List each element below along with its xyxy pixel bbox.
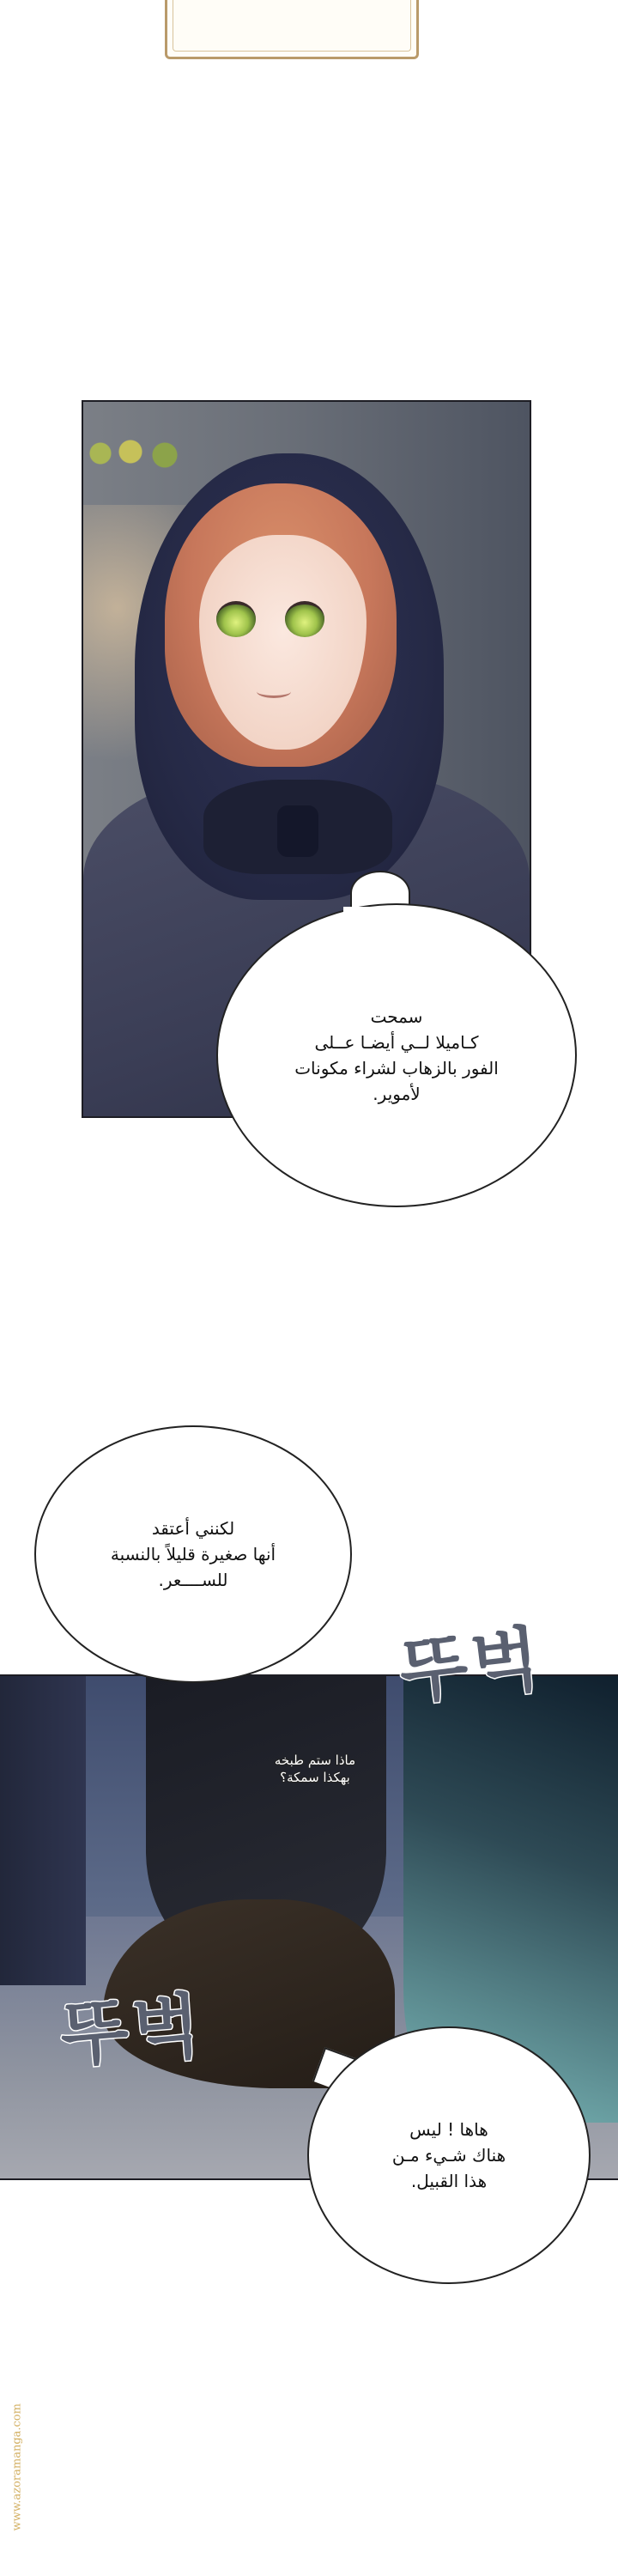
top-frame-decoration xyxy=(165,0,419,59)
right-eye xyxy=(285,601,324,637)
small-caption: ماذا ستم طبخه بهكذا سمكة؟ xyxy=(274,1753,356,1786)
speech-bubble-2 xyxy=(34,1425,352,1683)
bow-knot xyxy=(277,805,318,857)
mouth xyxy=(257,685,291,698)
speech-bubble-3 xyxy=(307,2026,591,2284)
sound-effect-footstep-1: 뚜벅 xyxy=(396,1618,547,1715)
site-watermark: www.azoramanga.com xyxy=(10,2403,24,2531)
left-eye xyxy=(216,601,256,637)
speech-bubble-tail-join xyxy=(343,907,415,924)
left-figure-legs xyxy=(0,1676,86,1985)
speech-bubble-1 xyxy=(216,903,577,1207)
speech-bubble-3-text: هاها ! ليس هناك شـيء مـن هذا القبيل. xyxy=(391,2119,506,2191)
sound-effect-footstep-2: 뚜벅 xyxy=(58,1985,207,2077)
background-plants xyxy=(83,436,195,471)
speech-bubble-1-text: سمحت كـاميلا لــي أيضـا عــلى الفور بالزهاب لشراء مكونات لأموير. xyxy=(294,1006,499,1104)
top-white-shape xyxy=(446,0,618,94)
speech-bubble-2-text: لكنني أعتقد أنها صغيرة قليلاً بالنسبة للســــعر. xyxy=(110,1518,276,1590)
